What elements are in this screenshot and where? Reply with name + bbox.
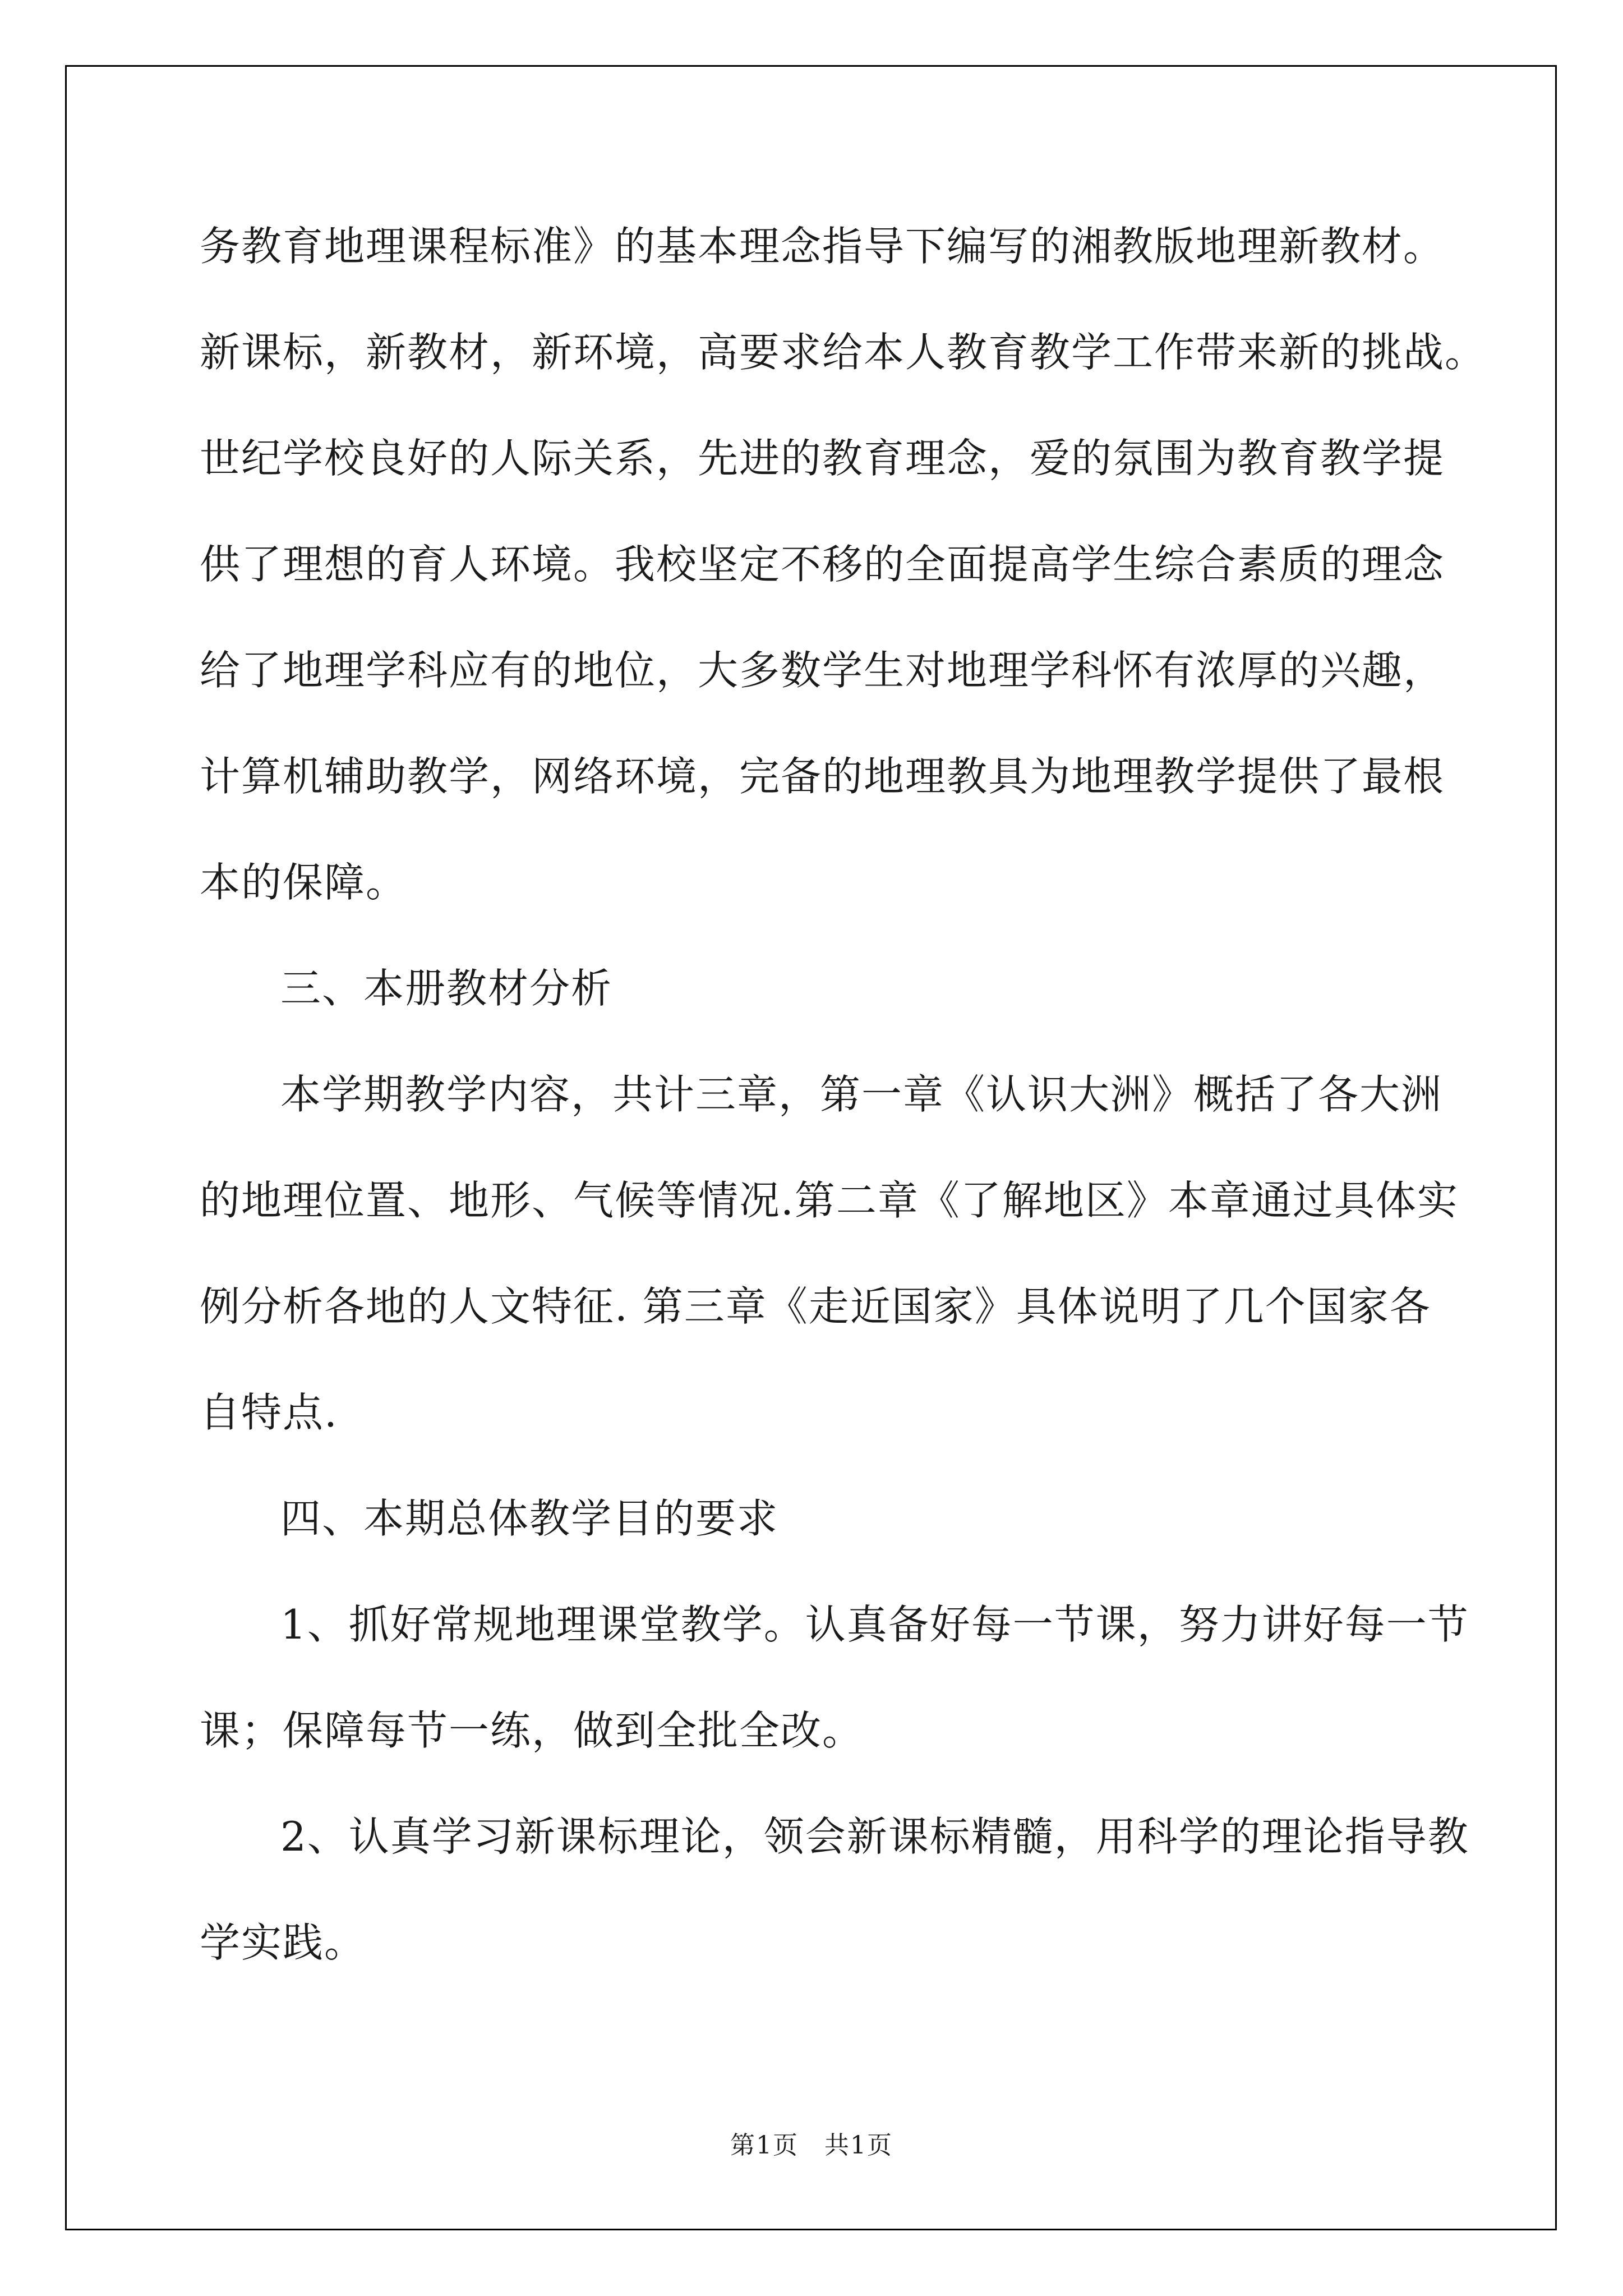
section-heading: 三、本册教材分析 bbox=[280, 965, 613, 1012]
list-item-line: 1、抓好常规地理课堂教学。认真备好每一节课，努力讲好每一节 bbox=[280, 1601, 1469, 1648]
paragraph-line: 计算机辅助教学，网络环境，完备的地理教具为地理教学提供了最根 bbox=[200, 753, 1445, 800]
paragraph-line: 自特点. bbox=[200, 1389, 338, 1436]
paragraph-line: 新课标，新教材，新环境，高要求给本人教育教学工作带来新的挑战。 bbox=[200, 329, 1487, 376]
list-item-line: 2、认真学习新课标理论，领会新课标精髓，用科学的理论指导教 bbox=[280, 1813, 1469, 1860]
list-item-line: 学实践。 bbox=[200, 1919, 366, 1966]
paragraph-line: 供了理想的育人环境。我校坚定不移的全面提高学生综合素质的理念 bbox=[200, 541, 1445, 588]
paragraph-line: 务教育地理课程标准》的基本理念指导下编写的湘教版地理新教材。 bbox=[200, 223, 1445, 270]
section-heading: 四、本期总体教学目的要求 bbox=[280, 1495, 779, 1542]
list-item-line: 课；保障每节一练，做到全批全改。 bbox=[200, 1707, 864, 1754]
page-footer: 第1页 共1页 bbox=[730, 2131, 893, 2160]
paragraph-line: 本学期教学内容，共计三章，第一章《认识大洲》概括了各大洲 bbox=[280, 1071, 1443, 1118]
paragraph-line: 本的保障。 bbox=[200, 859, 408, 906]
paragraph-line: 给了地理学科应有的地位，大多数学生对地理学科怀有浓厚的兴趣， bbox=[200, 647, 1445, 694]
document-body bbox=[200, 194, 1487, 1996]
paragraph-line: 的地理位置、地形、气候等情况.第二章《了解地区》本章通过具体实 bbox=[200, 1177, 1459, 1224]
paragraph-line: 世纪学校良好的人际关系，先进的教育理念，爱的氛围为教育教学提 bbox=[200, 435, 1445, 482]
paragraph-line: 例分析各地的人文特征. 第三章《走近国家》具体说明了几个国家各 bbox=[200, 1283, 1431, 1330]
